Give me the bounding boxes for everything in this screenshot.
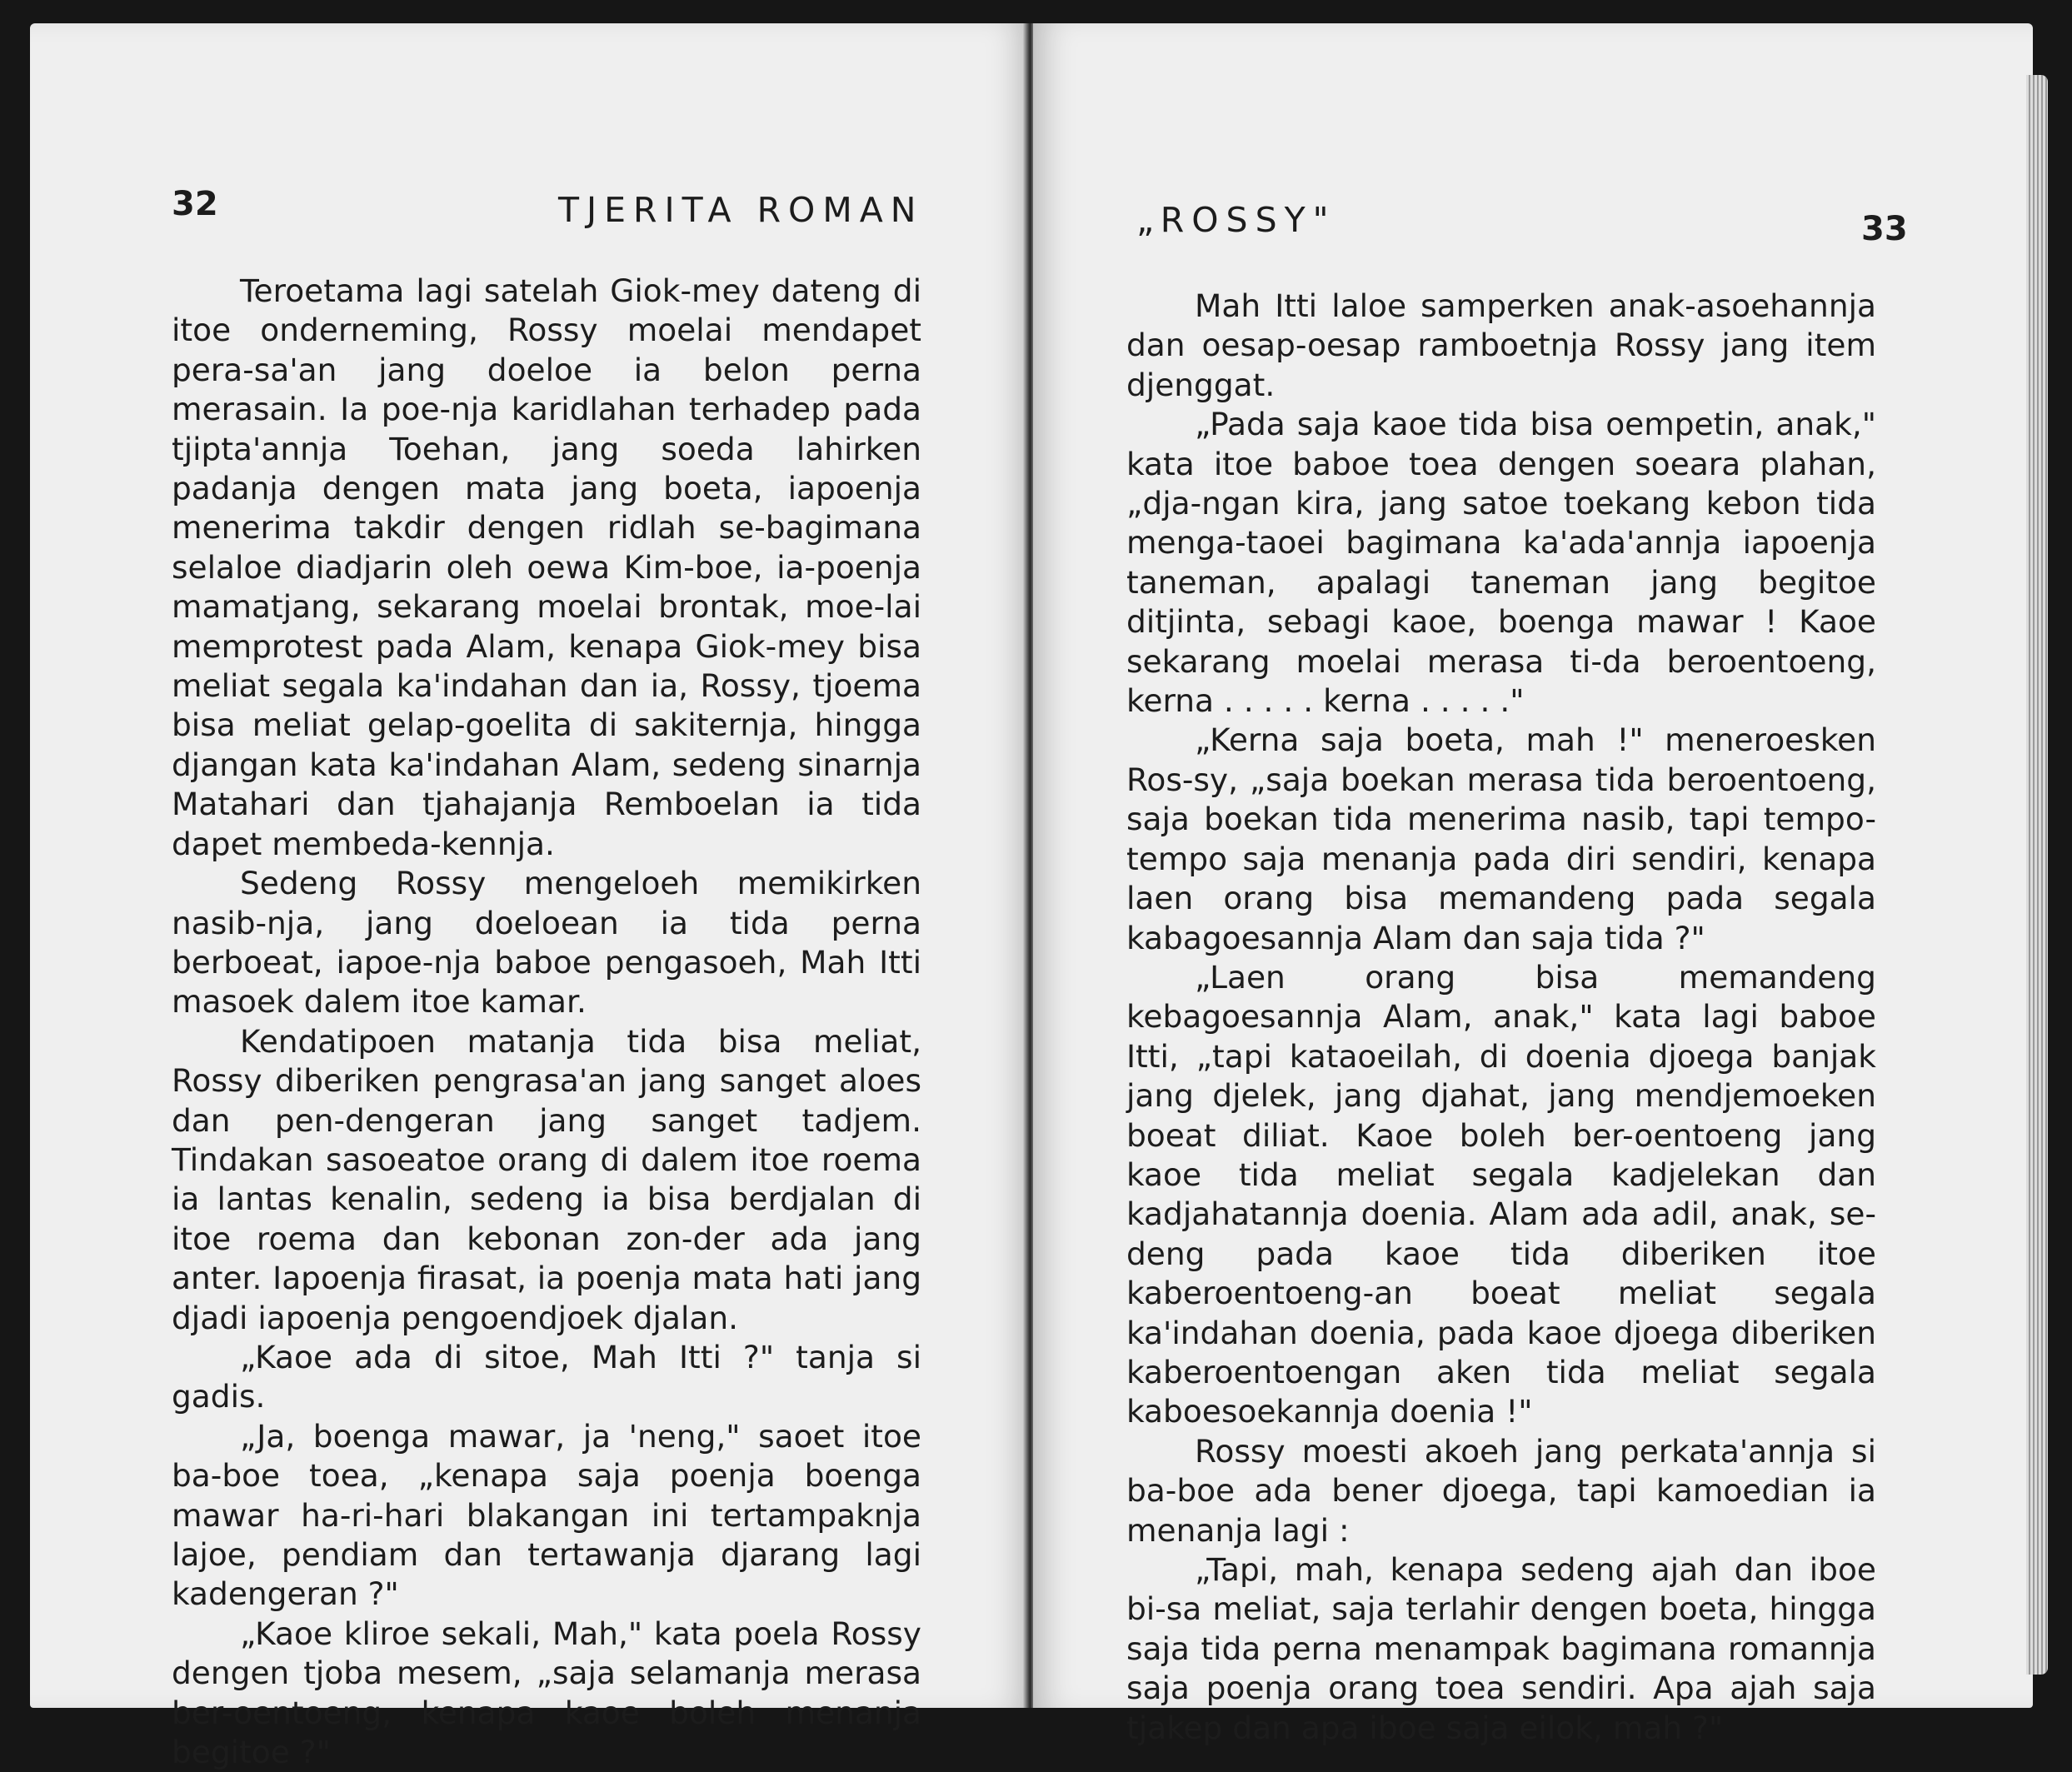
page-number-left: 32 (172, 185, 218, 223)
running-head-right: „ROSSY" (1136, 200, 1336, 240)
right-page (1033, 23, 2033, 1746)
running-head-left: TJERITA ROMAN (558, 190, 924, 230)
paragraph: „Kerna saja boeta, mah !" meneroesken Ros-sy, „saja boekan merasa tida beroentoeng, saja boekan tida menerima nasib, tapi tempo-tempo saja menanja pada diri sendiri, kenapa laen orang bisa memandeng pada segala kabagoesannja Alam dan saja tida ?" (1126, 721, 1876, 956)
paragraph: „Kaoe kliroe sekali, Mah," kata poela Rossy dengen tjoba mesem, „saja selamanja merasa ber-oentoeng, kenapa kaoe boleh menanja begitoe ?" (172, 1615, 921, 1771)
paragraph: „Kaoe ada di sitoe, Mah Itti ?" tanja si gadis. (172, 1338, 921, 1415)
left-page (30, 23, 1030, 1771)
paragraph: Kendatipoen matanja tida bisa meliat, Rossy diberiken pengrasa'an jang sanget aloes dan pen-dengeran jang sanget tadjem. Tindakan sasoeatoe orang di dalem itoe roema ia lantas kenalin, sedeng ia bisa berdjalan di itoe roema dan kebonan zon-der ada jang anter. Iapoenja firasat, ia poenja mata hati jang djadi iapoenja pengoendjoek djalan. (172, 1022, 921, 1336)
right-page-text (1126, 287, 1876, 1748)
paragraph: „Tapi, mah, kenapa sedeng ajah dan iboe bi-sa meliat, saja terlahir dengen boeta, hingga saja tida perna menampak bagimana romannja saja poenja orang toea sendiri. Apa ajah saja tjakep dan apa iboe saja eilok, mah ?" (1126, 1551, 1876, 1746)
paragraph: „Pada saja kaoe tida bisa oempetin, anak," kata itoe baboe toea dengen soeara plahan, „dja-ngan kira, jang satoe toekang kebon tida menga-taoei bagimana ka'ada'annja iapoenja taneman, apalagi taneman jang begitoe ditjinta, sebagi kaoe, boenga mawar ! Kaoe sekarang moelai merasa ti-da beroentoeng, kerna . . . . . kerna . . . . ." (1126, 406, 1876, 720)
paragraph: „Laen orang bisa memandeng kebagoesannja Alam, anak," kata lagi baboe Itti, „tapi kataoeilah, di doenia djoega banjak jang djelek, jang djahat, jang mendjemoeken boeat diliat. Kaoe boleh ber-oentoeng jang kaoe tida meliat segala kadjelekan dan kadjahatannja doenia. Alam ada adil, anak, se-deng pada kaoe tida diberiken itoe kaberoentoeng-an boeat meliat segala ka'indahan doenia, pada kaoe djoega diberiken kaberoentoengan aken tida meliat segala kaboesoekannja doenia !" (1126, 958, 1876, 1430)
paragraph: Rossy moesti akoeh jang perkata'annja si ba-boe ada bener djoega, tapi kamoedian ia menanja lagi : (1126, 1432, 1876, 1549)
left-page-text (172, 272, 921, 1772)
paragraph: Mah Itti laloe samperken anak-asoehannja dan oesap-oesap ramboetnja Rossy jang item djenggat. (1126, 287, 1876, 403)
page-edges (2026, 75, 2048, 1675)
paragraph: Sedeng Rossy mengeloeh memikirken nasib-nja, jang doeloean ia tida perna berboeat, iapoe-nja baboe pengasoeh, Mah Itti masoek dalem itoe kamar. (172, 865, 921, 1021)
page-number-right: 33 (1861, 210, 1908, 248)
paragraph: Teroetama lagi satelah Giok-mey dateng di itoe onderneming, Rossy moelai mendapet pera-sa'an jang doeloe ia belon perna merasain. Ia poe-nja karidlahan terhadep pada tjipta'annja Toehan, jang soeda lahirken padanja dengen mata jang boeta, iapoenja menerima takdir dengen ridlah se-bagimana selaloe diadjarin oleh oewa Kim-boe, ia-poenja mamatjang, sekarang moelai brontak, moe-lai memprotest pada Alam, kenapa Giok-mey bisa meliat segala ka'indahan dan ia, Rossy, tjoema bisa meliat gelap-goelita di sakiternja, hingga djangan kata ka'indahan Alam, sedeng sinarnja Matahari dan tjahajanja Remboelan ia tida dapet membeda-kennja. (172, 272, 921, 862)
paragraph: „Ja, boenga mawar, ja 'neng," saoet itoe ba-boe toea, „kenapa saja poenja boenga mawar ha-ri-hari blakangan ini tertampaknja lajoe, pendiam dan tertawanja djarang lagi kadengeran ?" (172, 1417, 921, 1613)
